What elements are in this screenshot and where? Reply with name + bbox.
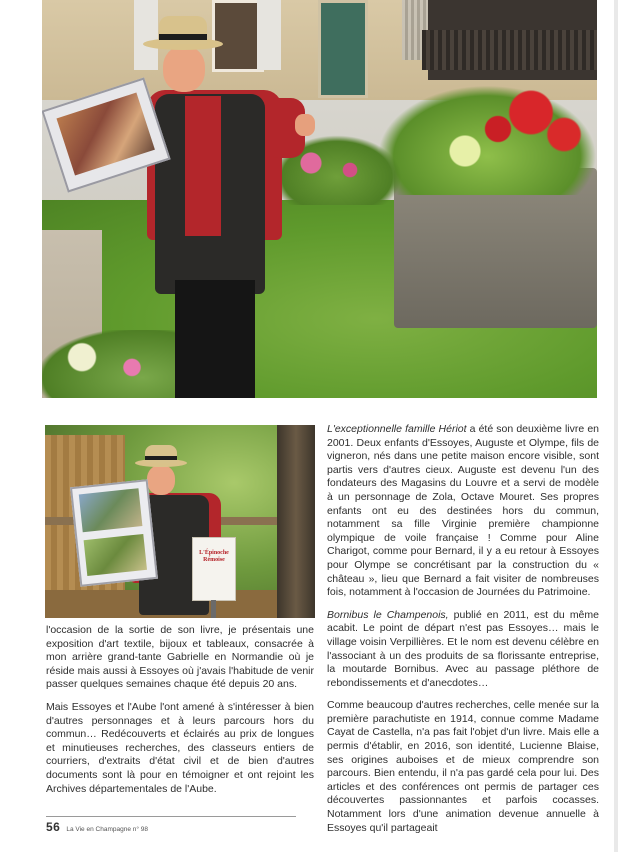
top-photo: [42, 0, 597, 398]
second-photo: [45, 425, 315, 618]
sign-post: [211, 600, 216, 618]
paragraph-heriot: [327, 423, 599, 600]
photo-book: [70, 479, 158, 587]
paragraph-exhibition: l'occasion de la sortie de son livre, je présentais une exposition d'art textile, bijoux et tableaux, consacrée à mon arrière grand-tante Gabrielle en Normandie où je réside mais aussi à Essoyes où j'avais l'habitude de venir passer quelques semaines chaque été depuis 20 ans.: [46, 624, 314, 691]
right-text-column: [327, 423, 599, 844]
paragraph-text: a été son deuxième livre en 2001. Deux enfants d'Essoyes, Auguste et Olympe, fils de vigneron, nés dans une petite maison encore visible, sont partis vers d'autres cieux. Auguste est devenu l'un des fondateurs des Magasins du Louvre et a servi de modèle à un personnage de Zola, Octave Mouret. Ses propres enfants ont eu des destinées hors du commun, notamment sa fille Virginie première championne olympique de voile française ! Comme pour Aline Charigot, comme pour Bernard, il y a eu retour à Essoyes pour Olympe se concrétisant par la construction du « château », lieu que Bernard a fait visiter de nombreuses fois, notamment à l'occasion de Journées du Patrimoine.: [327, 423, 599, 599]
man-shirt-front: [185, 96, 221, 236]
book-title-heriot: L'exceptionnelle famille Hériot: [327, 423, 467, 435]
man-hand: [295, 114, 315, 136]
photo-tree-trunk: [277, 425, 315, 618]
sign-text: [193, 550, 235, 564]
book-title-bornibus: Bornibus le Champenois,: [327, 608, 449, 621]
man-face: [147, 465, 175, 495]
paragraph-essoyes: Mais Essoyes et l'Aube l'ont amené à s'intéresser à bien d'autres personnages et à leurs parcours hors du commun… Redécouverts et éclairés au prix de longues et minutieuses recherches, des classeurs entiers de courriers, d'extraits d'état civil et de bien d'autres documents sont là pour en témoigner et ont rejoint les Archives départementales de l'Aube.: [46, 700, 314, 795]
man-hat-band: [159, 34, 207, 40]
paragraph-parachutist: Comme beaucoup d'autres recherches, celle menée sur la première parachutiste en 1914, connue comme Madame Cayat de Castella, n'a pas fait l'objet d'un livre. Mais elle a permis d'établir, en 2016, son identité, Lucienne Blaise, ses origines auboises et de mieux comprendre son parcours. Bien entendu, il n'a pas gardé cela pour lui. Des articles et des conférences ont permis de partager ces découvertes passionnantes et parfois cocasses. Notamment lors d'une animation devenue annuelle à Essoyes qu'il partageait: [327, 699, 599, 834]
footer-rule: [46, 816, 296, 817]
book-cover-art: [56, 93, 154, 176]
paragraph-bornibus: [327, 609, 599, 691]
man-face: [163, 46, 205, 92]
left-text-column: [46, 624, 314, 805]
book-illustration: [84, 534, 147, 576]
man-hat-band: [145, 456, 177, 460]
photo-flowers: [377, 85, 597, 195]
magazine-name: La Vie en Champagne n° 98: [66, 826, 148, 833]
paragraph-text: publié en 2011, est du même acabit. Le point de départ n'est pas Essoyes… mais le village voisin Verpillières. Et le nom est devenu célèbre en l'associant à un des produits de sa florissante entreprise, la moutarde Bornibus. Avec au passage pléthore de rebondissements et d'anecdotes…: [327, 608, 599, 689]
photo-shelter-roof: [422, 30, 597, 70]
book-illustration: [79, 488, 143, 532]
photo-man: [137, 10, 327, 398]
sign-line-2: Rémoise: [203, 557, 225, 563]
man-hat: [145, 445, 177, 463]
page-footer: [46, 818, 148, 836]
man-legs: [175, 280, 255, 398]
page-number: 56: [46, 820, 61, 834]
photo-sign: [192, 537, 236, 601]
sign-line-1: L'Épinoche: [199, 550, 229, 556]
